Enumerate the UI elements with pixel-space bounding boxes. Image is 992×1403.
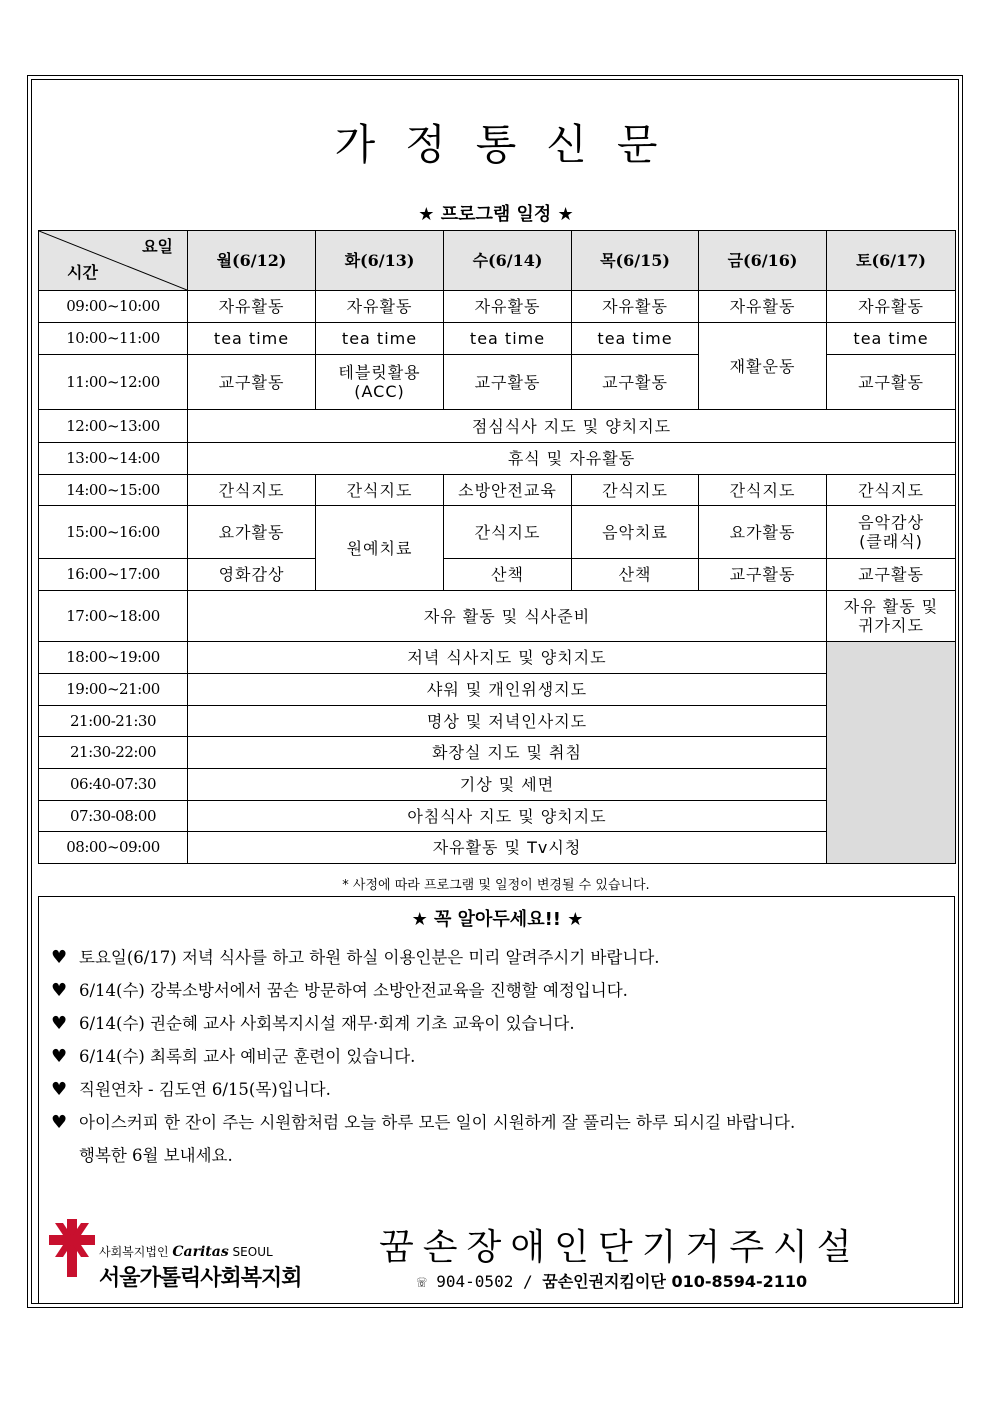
shaded-cell — [827, 642, 956, 864]
time-cell: 07:30-08:00 — [39, 801, 188, 832]
table-row — [39, 769, 956, 801]
note-text: 직원연차 - 김도연 6/15(목)입니다. — [79, 1080, 331, 1099]
time-cell: 09:00~10:00 — [39, 291, 188, 323]
contact-line — [417, 1269, 807, 1292]
table-row — [39, 674, 956, 706]
activity-cell: 소방안전교육 — [444, 475, 572, 506]
activity-cell: tea time — [572, 323, 699, 355]
table-header-row — [39, 231, 956, 291]
time-cell: 10:00~11:00 — [39, 323, 188, 355]
heart-icon: ♥ — [51, 947, 68, 968]
activity-cell: 자유활동 — [188, 291, 316, 323]
activity-cell: 자유활동 — [827, 291, 956, 323]
list-item — [51, 1106, 946, 1172]
logo-caption — [99, 1243, 273, 1260]
activity-cell: 요가활동 — [699, 506, 827, 559]
activity-cell: 점심식사 지도 및 양치지도 — [188, 410, 956, 443]
activity-cell: 간식지도 — [572, 475, 699, 506]
schedule-notice: * 사정에 따라 프로그램 및 일정이 변경될 수 있습니다. — [342, 878, 650, 893]
time-cell: 21:30-22:00 — [39, 737, 188, 769]
list-item — [51, 1007, 946, 1040]
activity-cell: 자유활동 — [444, 291, 572, 323]
activity-cell: 산책 — [444, 559, 572, 591]
activity-cell: 교구활동 — [444, 355, 572, 410]
activity-cell: 간식지도 — [444, 506, 572, 559]
activity-cell: 교구활동 — [188, 355, 316, 410]
activity-line: 자유 활동 및 — [843, 597, 939, 616]
table-row — [39, 642, 956, 674]
team-contact: 꿈손인권지킴이단 010-8594-2110 — [542, 1272, 808, 1291]
table-row — [39, 443, 956, 475]
activity-cell: 재활운동 — [699, 323, 827, 410]
activity-line: 귀가지도 — [858, 616, 924, 635]
time-cell: 08:00~09:00 — [39, 832, 188, 864]
day-header: 토(6/17) — [827, 231, 956, 291]
list-item — [51, 1073, 946, 1106]
table-row — [39, 506, 956, 559]
page-title: 가정통신문 — [334, 120, 688, 169]
table-row — [39, 737, 956, 769]
day-header: 화(6/13) — [316, 231, 444, 291]
notes-heading: ★ 꼭 알아두세요!! ★ — [411, 909, 584, 930]
logo-org-name: 서울가톨릭사회복지회 — [99, 1266, 302, 1291]
activity-cell: 자유활동 — [572, 291, 699, 323]
activity-cell: 자유활동 — [316, 291, 444, 323]
table-row — [39, 706, 956, 737]
facility-name: 꿈손장애인단기거주시설 — [379, 1227, 861, 1268]
table-row — [39, 832, 956, 864]
notes-list — [51, 941, 946, 1172]
activity-cell: 교구활동 — [699, 559, 827, 591]
activity-cell: 영화감상 — [188, 559, 316, 591]
logo-seoul: SEOUL — [232, 1245, 273, 1259]
activity-cell: tea time — [188, 323, 316, 355]
heart-icon: ♥ — [51, 980, 68, 1001]
day-header: 수(6/14) — [444, 231, 572, 291]
time-cell: 18:00~19:00 — [39, 642, 188, 674]
activity-cell: 휴식 및 자유활동 — [188, 443, 956, 475]
activity-line: (클래식) — [859, 532, 923, 551]
heart-icon: ♥ — [51, 1112, 68, 1133]
activity-cell: 간식지도 — [699, 475, 827, 506]
table-row — [39, 323, 956, 355]
time-cell: 14:00~15:00 — [39, 475, 188, 506]
activity-cell: 교구활동 — [572, 355, 699, 410]
activity-cell: tea time — [827, 323, 956, 355]
note-text: 6/14(수) 최록희 교사 예비군 훈련이 있습니다. — [79, 1047, 416, 1066]
activity-cell: 저녁 식사지도 및 양치지도 — [188, 642, 827, 674]
logo-small-text: 사회복지법인 — [99, 1245, 169, 1259]
activity-cell: 자유 활동 및 식사준비 — [188, 591, 827, 642]
activity-cell — [827, 506, 956, 559]
table-row — [39, 591, 956, 642]
activity-line: 테블릿활용 — [338, 363, 421, 382]
activity-cell: 교구활동 — [827, 559, 956, 591]
corner-cell — [39, 231, 188, 291]
activity-cell: 화장실 지도 및 취침 — [188, 737, 827, 769]
activity-cell: 간식지도 — [316, 475, 444, 506]
activity-cell: 간식지도 — [827, 475, 956, 506]
corner-day-label: 요일 — [142, 237, 173, 256]
time-cell: 13:00~14:00 — [39, 443, 188, 475]
note-text: 아이스커피 한 잔이 주는 시원함처럼 오늘 하루 모든 일이 시원하게 잘 풀리는 하루 되시길 바랍니다. — [79, 1113, 796, 1132]
time-cell: 11:00~12:00 — [39, 355, 188, 410]
table-row — [39, 801, 956, 832]
activity-cell: 명상 및 저녁인사지도 — [188, 706, 827, 737]
phone-number: ☏ 904-0502 / — [417, 1272, 533, 1291]
heart-icon: ♥ — [51, 1079, 68, 1100]
day-header: 월(6/12) — [188, 231, 316, 291]
time-cell: 16:00~17:00 — [39, 559, 188, 591]
note-text: 6/14(수) 강북소방서에서 꿈손 방문하여 소방안전교육을 진행할 예정입니다. — [79, 981, 628, 1000]
list-item — [51, 974, 946, 1007]
table-row — [39, 410, 956, 443]
activity-cell: 원예치료 — [316, 506, 444, 591]
activity-cell — [827, 591, 956, 642]
activity-cell: tea time — [444, 323, 572, 355]
activity-cell: 요가활동 — [188, 506, 316, 559]
activity-cell: 자유활동 및 Tv시청 — [188, 832, 827, 864]
note-text: 6/14(수) 권순혜 교사 사회복지시설 재무·회계 기초 교육이 있습니다. — [79, 1014, 575, 1033]
table-row — [39, 559, 956, 591]
activity-cell: 음악치료 — [572, 506, 699, 559]
time-cell: 12:00~13:00 — [39, 410, 188, 443]
activity-cell: 샤워 및 개인위생지도 — [188, 674, 827, 706]
activity-cell: 아침식사 지도 및 양치지도 — [188, 801, 827, 832]
note-text: 토요일(6/17) 저녁 식사를 하고 하원 하실 이용인분은 미리 알려주시기 바랍니다. — [79, 948, 660, 967]
activity-cell: 기상 및 세면 — [188, 769, 827, 801]
list-item — [51, 1040, 946, 1073]
list-item — [51, 941, 946, 974]
day-header: 금(6/16) — [699, 231, 827, 291]
time-cell: 19:00~21:00 — [39, 674, 188, 706]
caritas-logo — [49, 1219, 329, 1289]
caritas-cross-icon — [49, 1219, 95, 1277]
time-cell: 06:40-07:30 — [39, 769, 188, 801]
heart-icon: ♥ — [51, 1046, 68, 1067]
activity-line: (ACC) — [354, 382, 405, 401]
activity-cell — [316, 355, 444, 410]
table-row — [39, 475, 956, 506]
note-continuation: 행복한 6월 보내세요. — [79, 1146, 233, 1165]
activity-cell: 교구활동 — [827, 355, 956, 410]
activity-cell: tea time — [316, 323, 444, 355]
activity-cell: 산책 — [572, 559, 699, 591]
time-cell: 15:00~16:00 — [39, 506, 188, 559]
notes-box — [38, 896, 955, 1304]
activity-line: 음악감상 — [858, 513, 924, 532]
logo-brand: Caritas — [172, 1244, 229, 1260]
corner-time-label: 시간 — [67, 263, 98, 282]
activity-cell: 간식지도 — [188, 475, 316, 506]
schedule-table — [38, 230, 956, 864]
table-row — [39, 291, 956, 323]
activity-cell: 자유활동 — [699, 291, 827, 323]
heart-icon: ♥ — [51, 1013, 68, 1034]
time-cell: 17:00~18:00 — [39, 591, 188, 642]
schedule-heading: ★ 프로그램 일정 ★ — [418, 204, 574, 225]
time-cell: 21:00-21:30 — [39, 706, 188, 737]
day-header: 목(6/15) — [572, 231, 699, 291]
